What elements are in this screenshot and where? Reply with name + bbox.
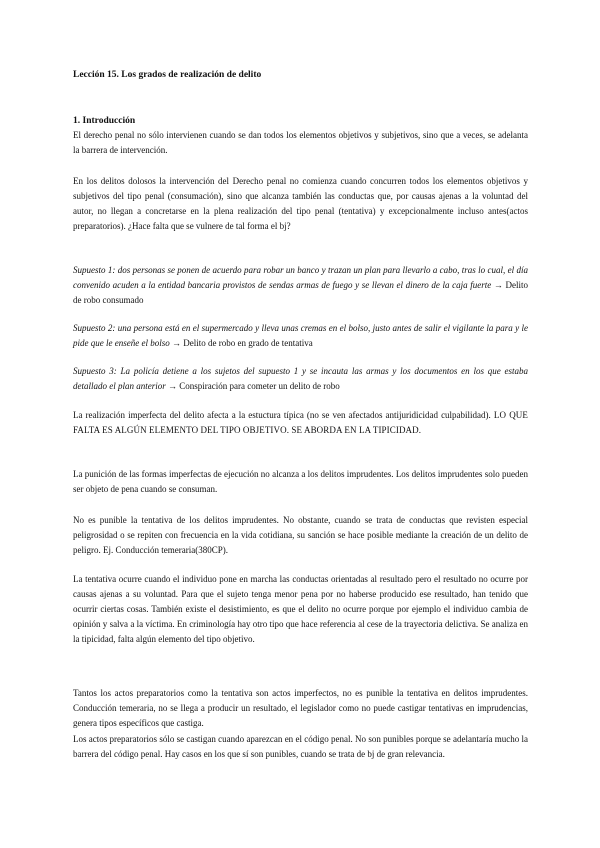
realizacion-imperfecta-caps: LO QUE FALTA ES ALGÚN ELEMENTO DEL TIPO OBJETIVO. SE ABORDA EN LA TIPICIDAD. bbox=[73, 410, 529, 435]
lesson-title: Lección 15. Los grados de realización de delito bbox=[73, 70, 262, 80]
paragraph-supuesto-1 bbox=[73, 263, 528, 308]
realizacion-imperfecta-text: La realización imperfecta del delito afecta a la estuctura típica (no se ven afectados antijuridicidad culpabilidad). bbox=[73, 410, 494, 420]
paragraph-tentativa-definicion: La tentativa ocurre cuando el individuo pone en marcha las conductas orientadas al resultado pero el resultado no ocurre por causas ajenas a su voluntad. Para que el sujeto tenga menor pena por no haberse producido ese resultado, han tenido que ocurrir ciertas cosas. También existe el desistimiento, es que el delito no ocurre porque por ejemplo el individuo cambia de opinión y salva a la víctima. En criminología hay otro tipo que hace referencia al cese de la trayectoria delictiva. Se analiza en la tipicidad, falta algún elemento del tipo objetivo. bbox=[73, 574, 528, 644]
paragraph-tentativa-imprudentes: No es punible la tentativa de los delitos imprudentes. No obstante, cuando se trata de conductas que revisten especial peligrosidad o se repiten con frecuencia en la vida cotidiana, su sanción se hace posible mediante la creación de un delito de peligro. Ej. Conducción temeraria(380CP). bbox=[73, 515, 528, 555]
paragraph-actos-preparatorios: Los actos preparatorios sólo se castigan cuando aparezcan en el código penal. No son punibles porque se adelantaría mucho la barrera del código penal. Hay casos en los que sí son punibles, cuando se trata de bj de gran relevancia. bbox=[73, 734, 528, 759]
supuesto-3-result: → Conspiración para cometer un delito de robo bbox=[165, 381, 340, 391]
paragraph-actos-imperfectos: Tantos los actos preparatorios como la tentativa son actos imperfectos, no es punible la tentativa en delitos imprudentes. Conducción temeraria, no se llega a producir un resultado, el legislador como no puede castigar tentativas en imprudencias, genera tipos específicos que castiga. bbox=[73, 688, 528, 728]
supuesto-1-text: Supuesto 1: dos personas se ponen de acuerdo para robar un banco y trazan un plan para llevarlo a cabo, tras lo cual, el día convenido acuden a la entidad bancaria provistos de sendas armas de fuego y se llevan el dinero de la caja fuerte bbox=[73, 265, 528, 290]
paragraph-supuesto-2 bbox=[73, 321, 528, 351]
supuesto-2-result: → Delito de robo en grado de tentativa bbox=[169, 338, 313, 348]
paragraph-intro: El derecho penal no sólo intervienen cuando se dan todos los elementos objetivos y subjetivos, sino que a veces, se adelanta la barrera de intervención. bbox=[73, 130, 528, 155]
supuesto-3-text: Supuesto 3: La policía detiene a los sujetos del supuesto 1 y se incauta las armas y los documentos en los que estaba detallado el plan anterior bbox=[73, 366, 528, 391]
paragraph-realizacion-imperfecta bbox=[73, 408, 528, 438]
paragraph-punicion: La punición de las formas imperfectas de ejecución no alcanza a los delitos imprudentes. Los delitos imprudentes solo pueden ser objeto de pena cuando se consuman. bbox=[73, 469, 528, 494]
paragraph-supuesto-3 bbox=[73, 364, 528, 394]
supuesto-2-text: Supuesto 2: una persona está en el supermercado y lleva unas cremas en el bolso, justo antes de salir el vigilante la para y le pide que le enseñe el bolso bbox=[73, 323, 528, 348]
paragraph-dolosos: En los delitos dolosos la intervención del Derecho penal no comienza cuando concurren todos los elementos objetivos y subjetivos del tipo penal (consumación), sino que alcanza también las conductas que, por causas ajenas a la voluntad del autor, no llegan a concretarse en la plena realización del tipo penal (tentativa) y excepcionalmente incluso antes(actos preparatorios). ¿Hace falta que se vulnere de tal forma el bj? bbox=[73, 176, 528, 231]
section-title: 1. Introducción bbox=[73, 116, 136, 126]
supuesto-1-result: → Delito de robo consumado bbox=[73, 280, 528, 305]
